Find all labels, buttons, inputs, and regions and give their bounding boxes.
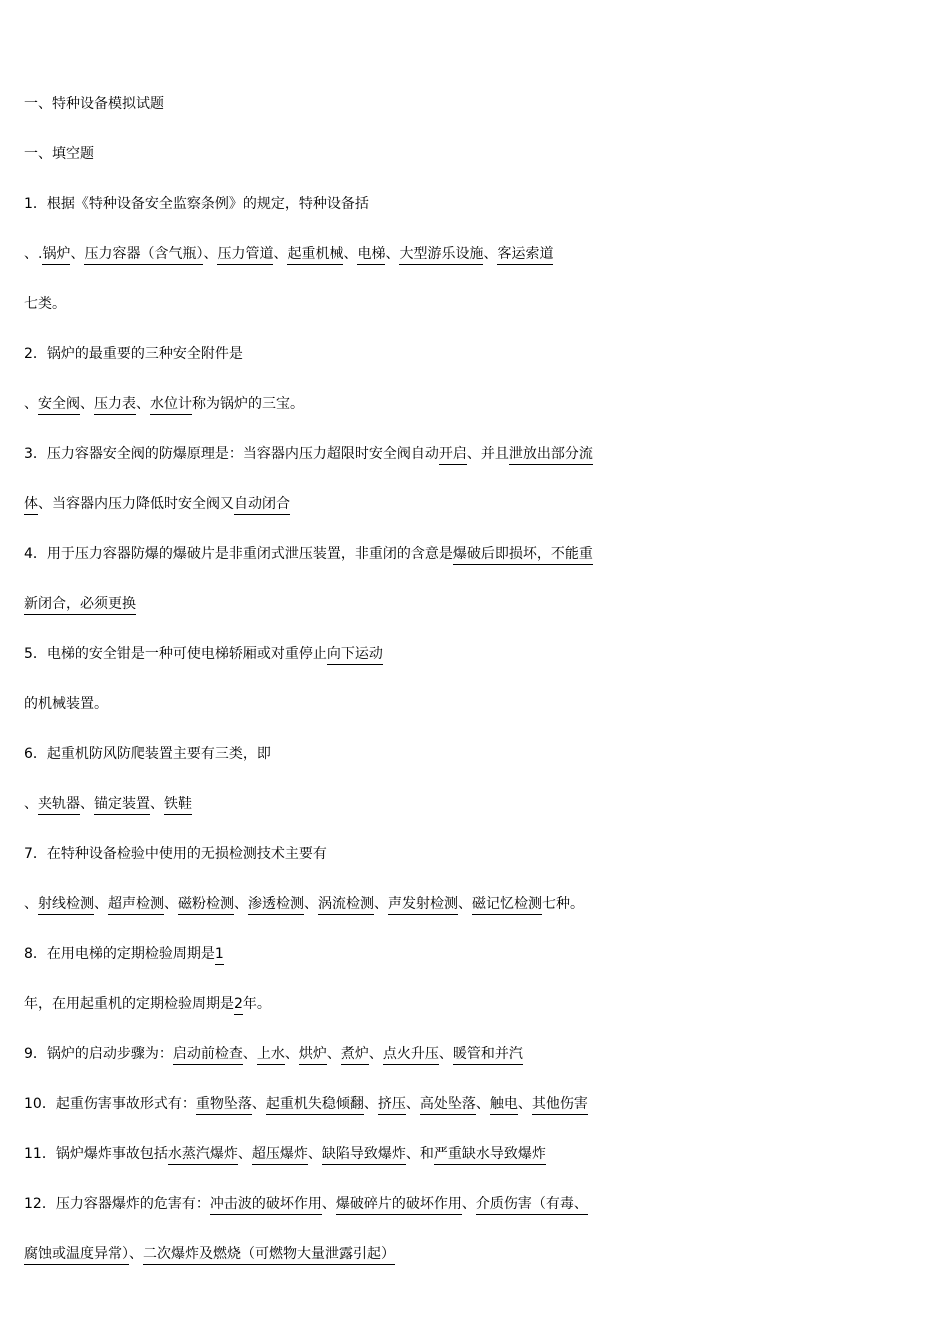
punctuation: 、 (475, 1096, 490, 1112)
answer-blank: 涡流检测 (318, 896, 374, 915)
answer-blank: 自动闭合 (234, 496, 290, 515)
question-2-answers (24, 388, 934, 420)
question-2-stem (24, 338, 934, 370)
punctuation: 、 (326, 1046, 341, 1062)
question-text: 年，在用起重机的定期检验周期是 (24, 996, 234, 1012)
answer-blank: 严重缺水导致爆炸 (434, 1146, 546, 1165)
answer-blank: 挤压 (378, 1096, 406, 1115)
answer-blank: 冲击波的破坏作用 (210, 1196, 322, 1215)
answer-blank: 压力容器（含气瓶） (84, 246, 203, 265)
answer-blank: 磁记忆检测 (472, 896, 542, 915)
answer-blank: 缺陷导致爆炸 (322, 1146, 406, 1165)
punctuation: 、 (304, 896, 318, 912)
punctuation: 、 (251, 1096, 266, 1112)
answer-blank: 向下运动 (327, 646, 383, 665)
question-5-stem (24, 638, 934, 670)
question-12-line-1 (24, 1188, 934, 1220)
question-text: 称为锅炉的三宝。 (192, 396, 304, 412)
answer-blank: 锅炉 (42, 246, 70, 265)
answer-blank: 水位计 (150, 396, 192, 415)
question-text: 年。 (242, 996, 271, 1012)
punctuation: 、 (70, 246, 85, 262)
question-text: 七类。 (24, 296, 66, 312)
punctuation: 、 (203, 246, 218, 262)
section-heading-text: 一、填空题 (24, 146, 94, 162)
question-text: 、和 (405, 1146, 434, 1162)
answer-blank: 其他伤害 (532, 1096, 588, 1115)
answer-blank: 上水 (257, 1046, 285, 1065)
punctuation: 、 (321, 1196, 336, 1212)
question-7-answers (24, 888, 934, 920)
answer-blank: 新闭合，必须更换 (24, 596, 136, 615)
question-text: 的机械装置。 (24, 696, 108, 712)
answer-blank: 渗透检测 (248, 896, 304, 915)
punctuation: 、 (284, 1046, 299, 1062)
answer-blank: 重物坠落 (196, 1096, 252, 1115)
question-text: 9．锅炉的启动步骤为： (24, 1046, 173, 1062)
punctuation: 、 (405, 1096, 420, 1112)
question-text: 3．压力容器安全阀的防爆原理是：当容器内压力超限时安全阀自动 (24, 446, 439, 462)
answer-blank: 高处坠落 (420, 1096, 476, 1115)
answer-blank: 客运索道 (497, 246, 553, 265)
answer-blank: 开启 (439, 446, 467, 465)
punctuation: 、 (80, 396, 94, 412)
punctuation: 、 (24, 396, 38, 412)
question-text: 4．用于压力容器防爆的爆破片是非重闭式泄压装置，非重闭的含意是 (24, 546, 453, 562)
doc-title (24, 88, 934, 120)
punctuation: 、 (438, 1046, 453, 1062)
question-3-line-1 (24, 438, 934, 470)
punctuation: 、 (517, 1096, 532, 1112)
answer-blank: 电梯 (357, 246, 385, 265)
answer-blank: 腐蚀或温度异常） (24, 1246, 129, 1265)
doc-title-text: 一、特种设备模拟试题 (24, 96, 164, 112)
question-12-line-2 (24, 1238, 934, 1270)
punctuation: 、 (234, 896, 248, 912)
answer-blank: 起重机械 (287, 246, 343, 265)
punctuation: 、 (343, 246, 358, 262)
answer-blank: 安全阀 (38, 396, 80, 415)
question-8-line-2 (24, 988, 934, 1020)
question-text: 、并且 (466, 446, 509, 462)
answer-blank: 超压爆炸 (252, 1146, 308, 1165)
question-1-stem (24, 188, 934, 220)
answer-blank: 体 (24, 496, 38, 515)
answer-blank: 介质伤害（有毒、 (476, 1196, 588, 1215)
question-text: 8．在用电梯的定期检验周期是 (24, 946, 215, 962)
answer-blank: 2 (234, 996, 243, 1015)
answer-blank: 爆破碎片的破坏作用 (336, 1196, 462, 1215)
punctuation: 、 (237, 1146, 252, 1162)
punctuation: 、 (363, 1096, 378, 1112)
answer-blank: 铁鞋 (164, 796, 192, 815)
answer-blank: 压力表 (94, 396, 136, 415)
punctuation: 、 (164, 896, 178, 912)
question-6-stem (24, 738, 934, 770)
question-10 (24, 1088, 934, 1120)
punctuation: 、 (374, 896, 388, 912)
question-text: 11．锅炉爆炸事故包括 (24, 1146, 168, 1162)
punctuation: 、 (24, 896, 38, 912)
punctuation: 、 (129, 1246, 143, 1262)
punctuation: 、 (24, 796, 38, 812)
punctuation: 、 (307, 1146, 322, 1162)
answer-blank: 二次爆炸及燃烧（可燃物大量泄露引起） (143, 1246, 395, 1265)
question-text: 七种。 (542, 896, 584, 912)
question-text: 10．起重伤害事故形式有： (24, 1096, 196, 1112)
answer-blank: 点火升压 (383, 1046, 439, 1065)
answer-blank: 大型游乐设施 (399, 246, 483, 265)
punctuation: 、 (458, 896, 472, 912)
punctuation: 、 (368, 1046, 383, 1062)
question-text: 6．起重机防风防爬装置主要有三类，即 (24, 746, 271, 762)
punctuation: 、 (461, 1196, 476, 1212)
answer-blank: 暖管和并汽 (453, 1046, 523, 1065)
question-1-tail (24, 288, 934, 320)
answer-blank: 烘炉 (299, 1046, 327, 1065)
question-text: 2．锅炉的最重要的三种安全附件是 (24, 346, 243, 362)
answer-blank: 启动前检查 (173, 1046, 243, 1065)
punctuation: 、 (483, 246, 498, 262)
answer-blank: 煮炉 (341, 1046, 369, 1065)
punctuation: 、 (80, 796, 94, 812)
answer-blank: 压力管道 (217, 246, 273, 265)
section-heading (24, 138, 934, 170)
question-4-line-1 (24, 538, 934, 570)
punctuation: 、 (273, 246, 288, 262)
question-4-line-2 (24, 588, 934, 620)
question-3-line-2 (24, 488, 934, 520)
answer-blank: 起重机失稳倾翻 (266, 1096, 364, 1115)
answer-blank: 射线检测 (38, 896, 94, 915)
answer-blank: 超声检测 (108, 896, 164, 915)
question-7-stem (24, 838, 934, 870)
question-text: 1．根据《特种设备安全监察条例》的规定，特种设备括 (24, 196, 369, 212)
question-8-line-1 (24, 938, 934, 970)
question-text: 、当容器内压力降低时安全阀又 (38, 496, 234, 512)
question-text: 7．在特种设备检验中使用的无损检测技术主要有 (24, 846, 327, 862)
question-5-tail (24, 688, 934, 720)
answer-blank: 爆破后即损坏，不能重 (453, 546, 593, 565)
answer-blank: 磁粉检测 (178, 896, 234, 915)
punctuation: 、 (242, 1046, 257, 1062)
answer-blank: 夹轨器 (38, 796, 80, 815)
answer-blank: 泄放出部分流 (509, 446, 593, 465)
question-text: 12．压力容器爆炸的危害有： (24, 1196, 210, 1212)
answer-blank: 1 (215, 946, 224, 965)
question-6-answers (24, 788, 934, 820)
punctuation: 、 (94, 896, 108, 912)
answer-blank: 触电 (490, 1096, 518, 1115)
answer-blank: 水蒸汽爆炸 (168, 1146, 238, 1165)
punctuation: 、 (136, 396, 150, 412)
question-11 (24, 1138, 934, 1170)
question-text: 5．电梯的安全钳是一种可使电梯轿厢或对重停止 (24, 646, 327, 662)
punctuation: 、 (150, 796, 164, 812)
answer-blank: 锚定装置 (94, 796, 150, 815)
punctuation: 、 (385, 246, 400, 262)
answer-blank: 声发射检测 (388, 896, 458, 915)
question-9 (24, 1038, 934, 1070)
question-1-answers (24, 238, 934, 270)
punctuation: 、. (24, 246, 43, 262)
